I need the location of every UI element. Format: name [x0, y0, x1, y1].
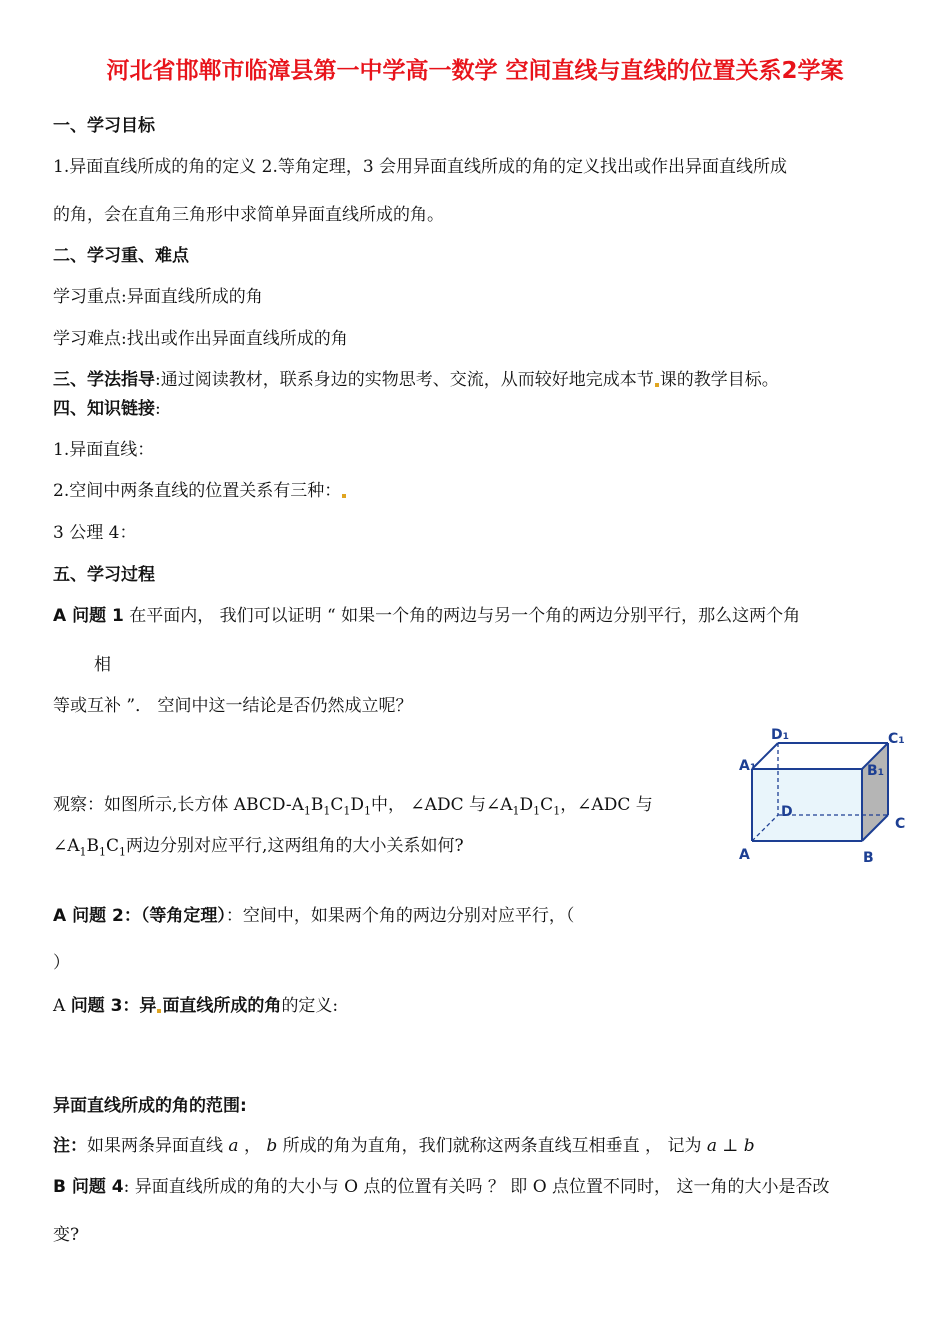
objective-line-2: 的角，会在直角三角形中求简单异面直线所成的角。 — [53, 205, 444, 225]
question-3-line: A 问题 3：异 面直线所成的角的定义: — [53, 996, 339, 1016]
marker-dot — [655, 383, 659, 387]
question-2-line — [53, 904, 574, 928]
section-2-heading: 二、学习重、难点 — [53, 246, 189, 266]
note-line: 注：如果两条异面直线 a ， b 所成的角为直角，我们就称这两条直线互相垂直 ， 记为 a ⊥ b — [53, 1136, 755, 1156]
section-4-colon: : — [155, 399, 161, 419]
page-title: 河北省邯郸市临漳县第一中学高一数学 空间直线与直线的位置关系2学案 — [106, 58, 844, 84]
label-b1: B1 — [867, 763, 884, 779]
section-1-heading: 一、学习目标 — [53, 116, 155, 136]
marker-dot — [342, 494, 346, 498]
difficulty-line — [53, 327, 348, 351]
label-c1: C1 — [888, 731, 905, 747]
angle-range-heading: 异面直线所成的角的范围: — [53, 1096, 247, 1116]
section-4-line — [53, 397, 161, 421]
key-point-label: 学习重点: — [53, 287, 127, 307]
label-a: A — [739, 847, 750, 863]
label-c: C — [895, 816, 906, 832]
label-d1: D1 — [771, 727, 789, 743]
question-2-label: A 问题 2：（等角定理） — [53, 906, 226, 926]
link-line-3: 3 公理 4： — [53, 523, 137, 543]
section-4-heading: 四、知识链接 — [53, 399, 155, 419]
question-1-text: 在平面内， 我们可以证明 “ 如果一个角的两边与另一个角的两边分别平行，那么这两个角 — [123, 606, 801, 626]
question-2-text: ：空间中，如果两个角的两边分别对应平行，（ — [225, 906, 575, 926]
link-line-2-text: 2.空间中两条直线的位置关系有三种： — [53, 481, 342, 501]
label-d: D — [781, 804, 793, 820]
question-4-line — [53, 1175, 829, 1199]
label-b: B — [863, 850, 874, 866]
key-point-line — [53, 285, 263, 309]
question-4-text: : 异面直线所成的角的大小与 O 点的位置有关吗 ？ 即 O 点位置不同时， 这一角的大小是否改 — [123, 1177, 830, 1197]
question-4-continuation: 变? — [53, 1225, 80, 1245]
question-1-line — [53, 604, 800, 628]
question-1-label: A 问题 1 — [53, 606, 124, 626]
objective-line-1: 1.异面直线所成的角的定义 2.等角定理，3 会用异面直线所成的角的定义找出或作出异面直线所成 — [53, 157, 788, 177]
method-line — [53, 368, 779, 392]
question-1-continuation: 相 — [94, 655, 111, 675]
note-label: 注： — [53, 1136, 87, 1156]
method-text-a: :通过阅读教材，联系身边的实物思考、交流，从而较好地完成本节 — [155, 370, 654, 390]
observation-line-1: 观察：如图所示,长方体 ABCD-$A_1B_1C_1D_1$中， ∠ADC 与$\angle A_1D_1C_1$，∠ADC 与 — [53, 795, 653, 818]
section-5-heading: 五、学习过程 — [53, 565, 155, 585]
method-text-b: 课的教学目标。 — [659, 370, 779, 390]
question-1-line-2: 等或互补 ”． 空间中这一结论是否仍然成立呢？ — [53, 696, 413, 716]
question-2-close: ） — [53, 953, 70, 973]
link-line-1: 1.异面直线： — [53, 440, 155, 460]
link-line-2 — [53, 479, 347, 503]
marker-dot — [157, 1009, 161, 1013]
side-face — [862, 743, 888, 841]
front-face — [752, 769, 862, 841]
question-4-label: B 问题 4 — [53, 1177, 124, 1197]
observation-line-2: $\angle A_1B_1C_1$两边分别对应平行,这两组角的大小关系如何? — [53, 836, 464, 859]
label-a1: A1 — [739, 758, 757, 774]
difficulty-label: 学习难点: — [53, 329, 127, 349]
key-point-text: 异面直线所成的角 — [126, 287, 263, 307]
section-3-heading: 三、学法指导 — [53, 370, 155, 390]
cuboid-diagram — [735, 724, 910, 869]
difficulty-text: 找出或作出异面直线所成的角 — [126, 329, 348, 349]
